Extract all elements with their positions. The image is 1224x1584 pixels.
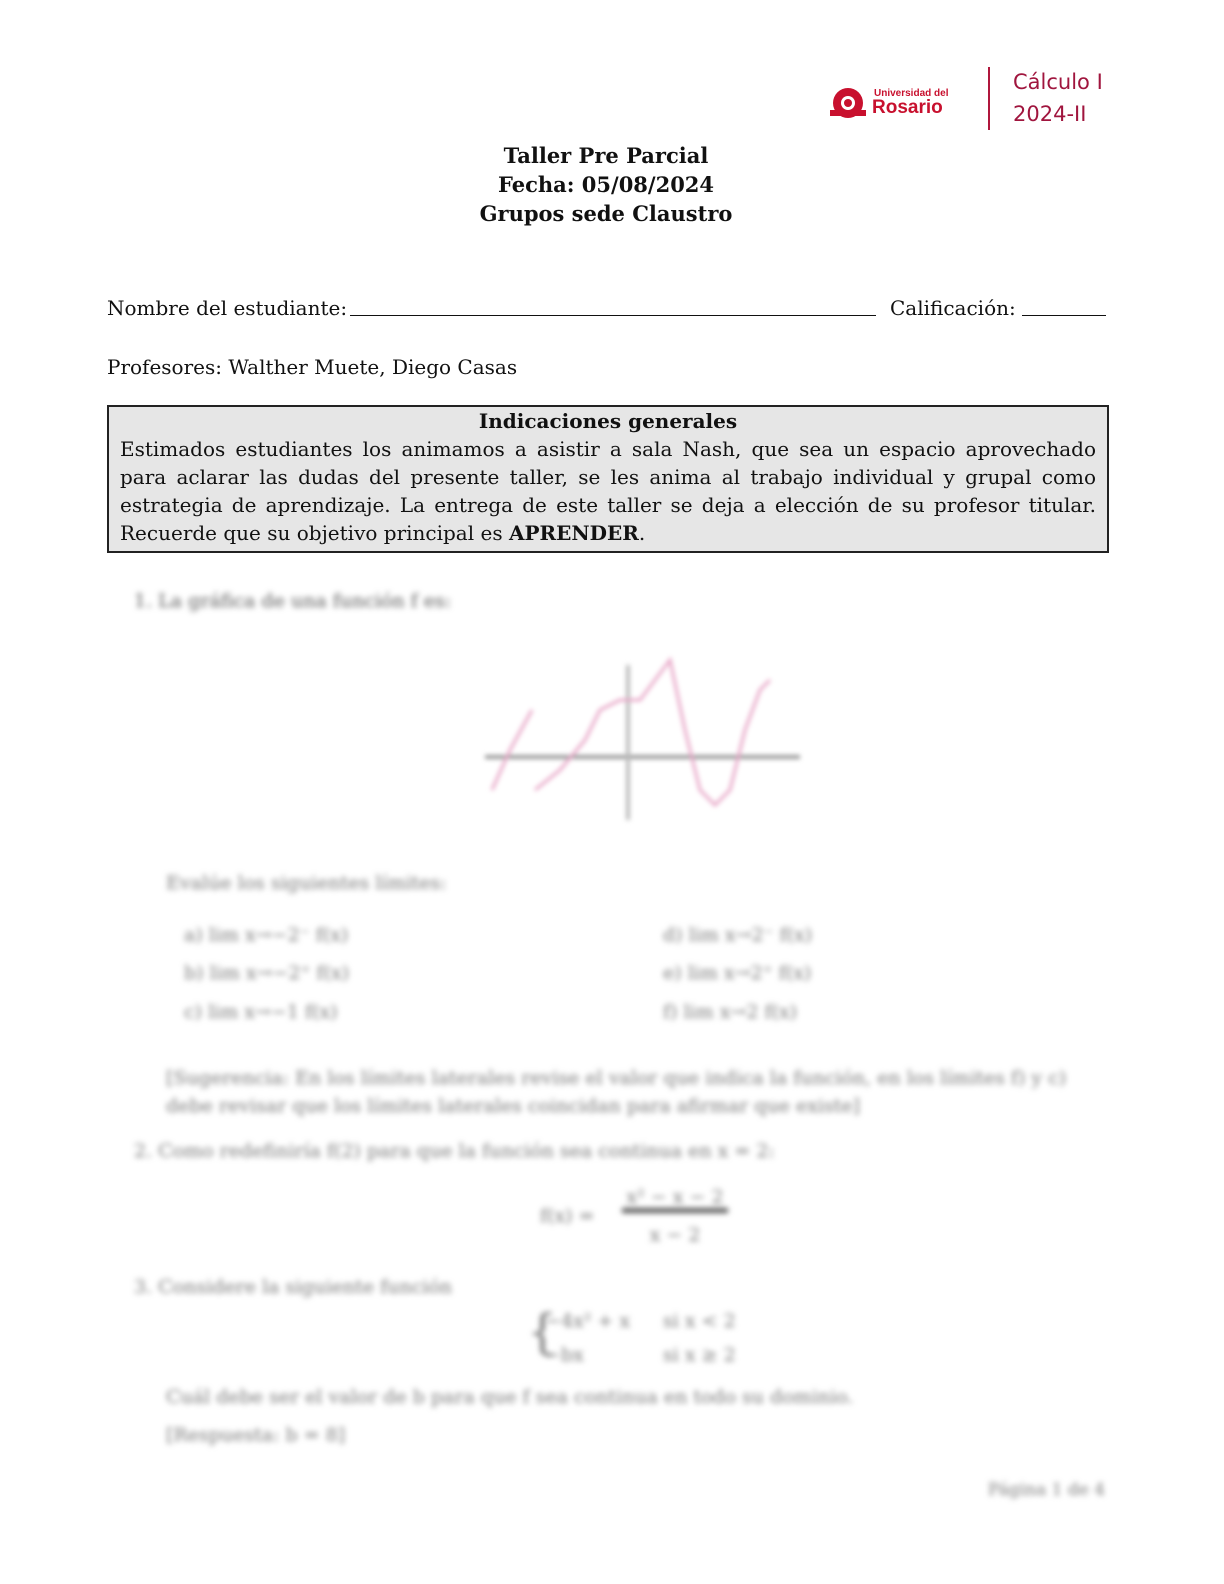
answer: [Respuesta: b = 8]	[166, 1424, 346, 1446]
instructions-body: Estimados estudiantes los animamos a asistir a sala Nash, que sea un espacio aprovechado para aclarar las dudas del presente taller, se les anima al trabajo individual y grupal como estrategia de aprendizaje. La entrega de este taller se deja a elección de su profesor titular. Recuerde que su objetivo principal es APRENDER.	[120, 437, 1096, 545]
formula-numerator: x² − x − 2	[622, 1186, 728, 1213]
university-logo: Universidad del Rosario	[828, 82, 948, 126]
course-name: Cálculo I	[1013, 70, 1103, 94]
piece-1: −4x² + x	[545, 1310, 631, 1332]
course-term: 2024-II	[1013, 102, 1087, 126]
question-2: 2. Como redefiniría f(2) para que la función sea continua en x = 2:	[134, 1140, 775, 1162]
limit-f: f) lim x→2 f(x)	[663, 1001, 798, 1023]
student-name-label: Nombre del estudiante:	[107, 296, 348, 320]
piece-2: −bx	[545, 1344, 584, 1366]
rosario-crest-icon	[828, 82, 868, 124]
function-graph	[480, 640, 810, 830]
piecewise-brace: {	[527, 1304, 558, 1360]
formula-lhs: f(x) =	[540, 1205, 595, 1227]
limit-a: a) lim x→−2⁻ f(x)	[184, 924, 349, 946]
page-number: Página 1 de 4	[988, 1480, 1105, 1500]
limit-c: c) lim x→−1 f(x)	[184, 1001, 338, 1023]
document-title: Taller Pre Parcial Fecha: 05/08/2024 Grupos sede Claustro	[479, 143, 733, 226]
formula-denominator: x − 2	[649, 1224, 701, 1246]
hint: [Sugerencia: En los límites laterales revise el valor que indica la función, en los límites f) y c) debe revisar que los límites laterales coincidan para afirmar que existe]	[166, 1067, 1067, 1117]
professors: Profesores: Walther Muete, Diego Casas	[107, 355, 518, 379]
grade-field[interactable]	[1022, 315, 1106, 316]
condition-1: si x < 2	[663, 1310, 736, 1332]
student-name-field[interactable]	[350, 315, 876, 316]
grade-label: Calificación:	[890, 296, 1016, 320]
course-info	[1013, 66, 1103, 130]
condition-2: si x ≥ 2	[663, 1344, 736, 1366]
evaluate-instruction: Evalúe los siguientes límites:	[166, 872, 447, 894]
header-divider	[988, 67, 990, 130]
limit-e: e) lim x→2⁺ f(x)	[663, 962, 812, 984]
instructions-heading: Indicaciones generales	[478, 409, 738, 433]
limit-d: d) lim x→2⁻ f(x)	[663, 924, 813, 946]
question-3-text: Cuál debe ser el valor de b para que f sea continua en todo su dominio.	[166, 1386, 854, 1408]
instructions-box	[107, 405, 1109, 553]
question-1: 1. La gráfica de una función f es:	[134, 590, 452, 612]
limit-b: b) lim x→−2⁺ f(x)	[184, 962, 350, 984]
question-3: 3. Considere la siguiente función	[134, 1276, 453, 1298]
